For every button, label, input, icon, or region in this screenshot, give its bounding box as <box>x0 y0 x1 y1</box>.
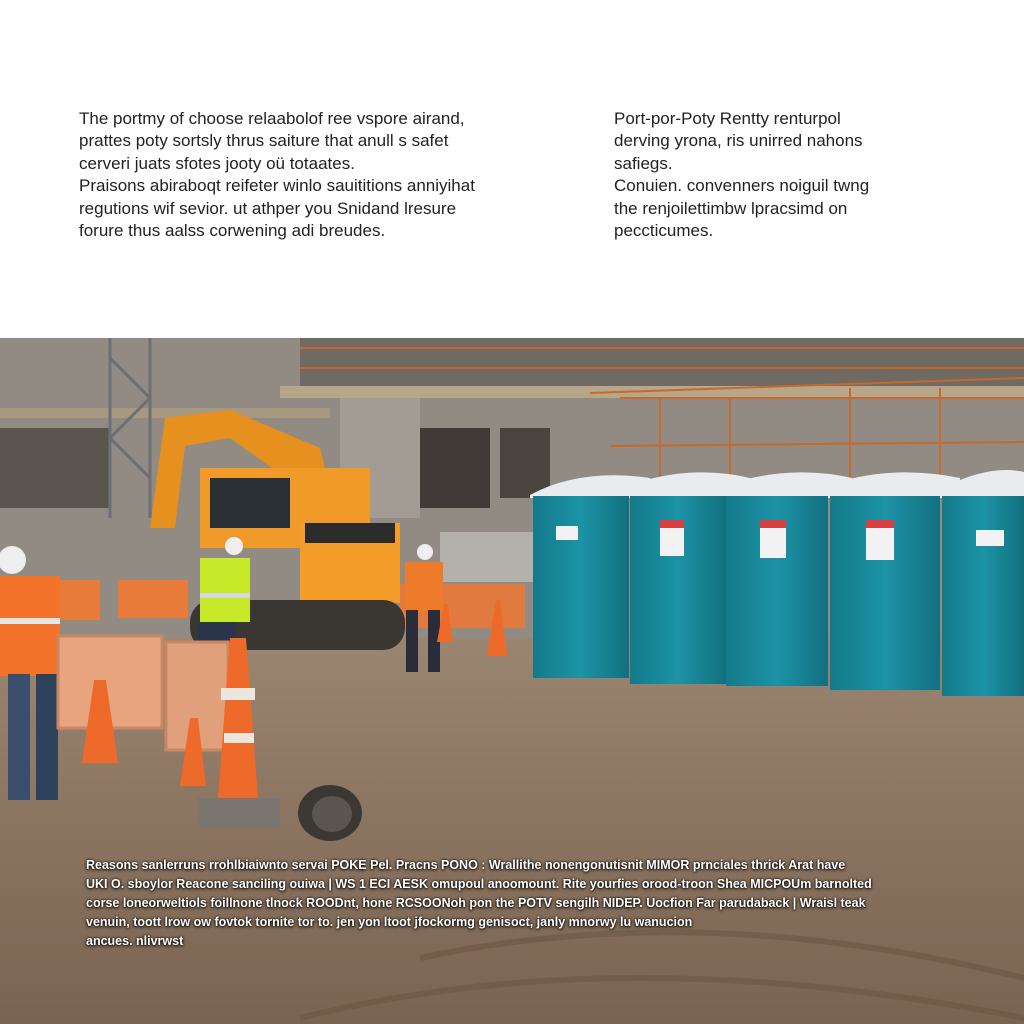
dark-opening-3 <box>0 428 110 508</box>
intro-left-column <box>79 108 559 242</box>
intro-right-text: Port-por-Poty Rentty renturpol derving yrona, ris unirred nahons safiegs. Conuien. convenners noiguil twng the renjoilettimbw lpracsimd on peccticumes. <box>614 109 870 241</box>
intro-right-column <box>614 108 944 242</box>
intro-left-text: The portmy of choose relaabolof ree vspore airand, prattes poty sortsly thrus saiture that anull s safet cerveri juats sfotes jooty oü totaates. Praisons abiraboqt reifeter winlo sauititions anniyihat regutions wif sevior. ut athper you Snidand lresure forure thus aalss corwening adi breudes. <box>79 109 475 241</box>
upper-floor <box>300 338 1024 388</box>
caption-text: Reasons sanlerruns rrohlbiaiwnto servai POKE Pel. Pracns PONO : Wrallithe nonengonutisnit MIMOR prnciales thrick Arat have UKI O. sboylor Reacone sanciling ouiwa | WS 1 ECI AESK omupoul anoomount. Rite yourfies orood-troon Shea MICPOUm barnolted corse loneorweltiols foillnone tlnock ROODnt, hone RCSOONoh pon the POTV sengilh NIDEP. Uocfion Far parudaback | Wraisl teak venuin, toott lrow ow fovtok tornite tor to. jen yon ltoot jfockormg genisoct, janly mnorwy lu wanucion ancues. nlivrwst <box>86 858 872 948</box>
floor-slab-2 <box>0 408 330 418</box>
caption-overlay <box>86 856 946 951</box>
worker-left <box>0 546 60 800</box>
dark-opening-2 <box>500 428 550 498</box>
portable-toilet-5 <box>942 470 1024 696</box>
equipment-boxes <box>440 532 535 582</box>
orange-barrier-2 <box>118 580 188 618</box>
portable-toilets <box>530 470 1024 696</box>
intro-panel <box>0 0 1024 338</box>
dark-opening <box>420 428 490 508</box>
floor-slab <box>280 386 1024 398</box>
